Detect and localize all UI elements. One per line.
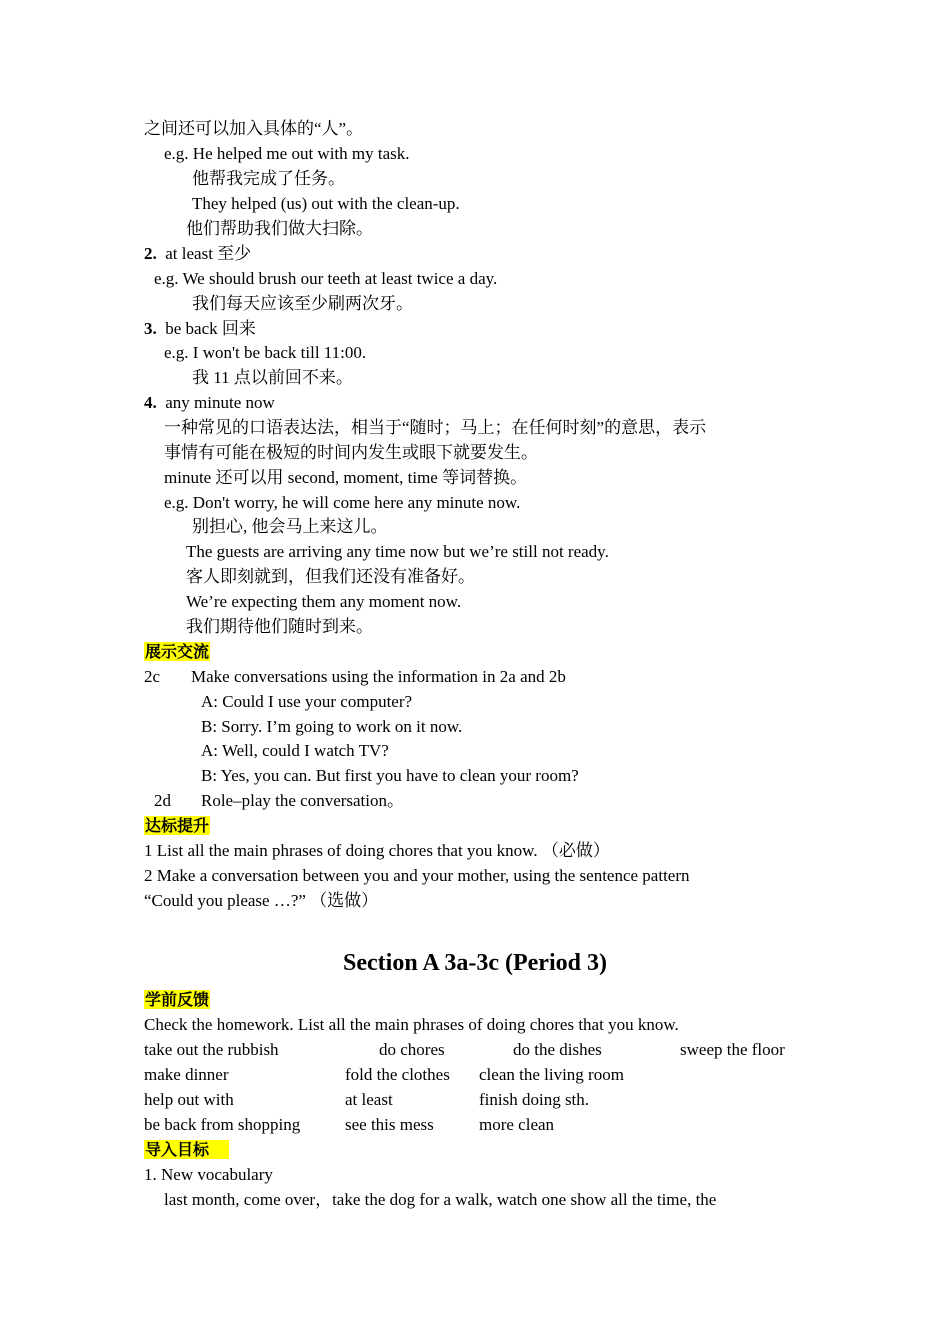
- phrase-cell: fold the clothes: [345, 1065, 450, 1084]
- translation-line: 别担心, 他会马上来这儿。: [192, 517, 388, 536]
- example-line: e.g. Don't worry, he will come here any minute now.: [164, 493, 521, 512]
- task-line: 2 Make a conversation between you and your mother, using the sentence pattern: [144, 866, 690, 885]
- example-line: They helped (us) out with the clean-up.: [192, 194, 460, 213]
- phrase-cell: sweep the floor: [680, 1040, 785, 1059]
- phrase-item: [144, 318, 256, 340]
- phrase-cell: help out with: [144, 1090, 234, 1109]
- dialogue-line: B: Yes, you can. But first you have to clean your room?: [201, 766, 579, 785]
- dialogue-line: B: Sorry. I’m going to work on it now.: [201, 717, 463, 736]
- exercise-line: [144, 666, 160, 688]
- translation-line: 我们每天应该至少刷两次牙。: [192, 294, 413, 313]
- phrase-cell: do the dishes: [513, 1040, 602, 1059]
- exercise-label: 2d: [154, 791, 171, 810]
- feedback-intro: Check the homework. List all the main phrases of doing chores that you know.: [144, 1015, 679, 1034]
- translation-line: 客人即刻就到，但我们还没有准备好。: [186, 567, 475, 586]
- example-line: We’re expecting them any moment now.: [186, 592, 462, 611]
- section-heading-target: [144, 815, 210, 837]
- translation-line: 我 11 点以前回不来。: [192, 368, 353, 387]
- exercise-label: 2c: [144, 667, 161, 686]
- dialogue-line: A: Could I use your computer?: [201, 692, 413, 711]
- heading-highlight: 达标提升: [145, 816, 210, 835]
- exercise-text: Make conversations using the information in 2a and 2b: [191, 667, 566, 686]
- phrase-cell: see this mess: [345, 1115, 434, 1134]
- phrase-cell: finish doing sth.: [479, 1090, 590, 1109]
- item-number: 3.: [144, 319, 157, 338]
- goal-line: last month, come over，take the dog for a walk, watch one show all the time, the: [164, 1190, 717, 1209]
- exercise-text: Role–play the conversation。: [201, 791, 405, 810]
- translation-line: 他帮我完成了任务。: [192, 169, 345, 188]
- phrase-cell: clean the living room: [479, 1065, 624, 1084]
- translation-line: 我们期待他们随时到来。: [186, 617, 373, 636]
- translation-line: 他们帮助我们做大扫除。: [186, 219, 373, 238]
- item-text: be back 回来: [165, 319, 256, 338]
- section-heading-goals: [144, 1139, 229, 1161]
- text-line: 事情有可能在极短的时间内发生或眼下就要发生。: [164, 443, 538, 462]
- dialogue-line: A: Well, could I watch TV?: [201, 741, 389, 760]
- phrase-cell: take out the rubbish: [144, 1040, 279, 1059]
- section-heading-show: [144, 641, 210, 663]
- example-line: e.g. He helped me out with my task.: [164, 144, 410, 163]
- text-line: 之间还可以加入具体的“人”。: [144, 119, 364, 138]
- text-line: minute 还可以用 second, moment, time 等词替换。: [164, 468, 528, 487]
- phrase-cell: at least: [345, 1090, 393, 1109]
- heading-highlight: 展示交流: [145, 642, 210, 661]
- heading-highlight: 学前反馈: [145, 990, 210, 1009]
- item-text: at least 至少: [165, 244, 252, 263]
- heading-highlight: 导入目标: [144, 1140, 229, 1159]
- goal-line: 1. New vocabulary: [144, 1165, 273, 1184]
- phrase-cell: make dinner: [144, 1065, 229, 1084]
- phrase-item: [144, 243, 251, 265]
- section-heading-feedback: [144, 989, 210, 1011]
- task-line: 1 List all the main phrases of doing chores that you know. （必做）: [144, 841, 610, 860]
- item-number: 2.: [144, 244, 157, 263]
- example-line: The guests are arriving any time now but we’re still not ready.: [186, 542, 609, 561]
- text-line: 一种常见的口语表达法，相当于“随时；马上；在任何时刻”的意思，表示: [164, 418, 707, 437]
- example-line: e.g. I won't be back till 11:00.: [164, 343, 367, 362]
- phrase-item: [144, 392, 275, 414]
- phrase-cell: more clean: [479, 1115, 555, 1134]
- item-number: 4.: [144, 393, 157, 412]
- phrase-cell: do chores: [379, 1040, 445, 1059]
- phrase-cell: be back from shopping: [144, 1115, 301, 1134]
- task-line: “Could you please …?” （选做）: [144, 891, 379, 910]
- example-line: e.g. We should brush our teeth at least twice a day.: [154, 269, 498, 288]
- item-text: any minute now: [165, 393, 275, 412]
- section-title: Section A 3a-3c (Period 3): [343, 950, 607, 976]
